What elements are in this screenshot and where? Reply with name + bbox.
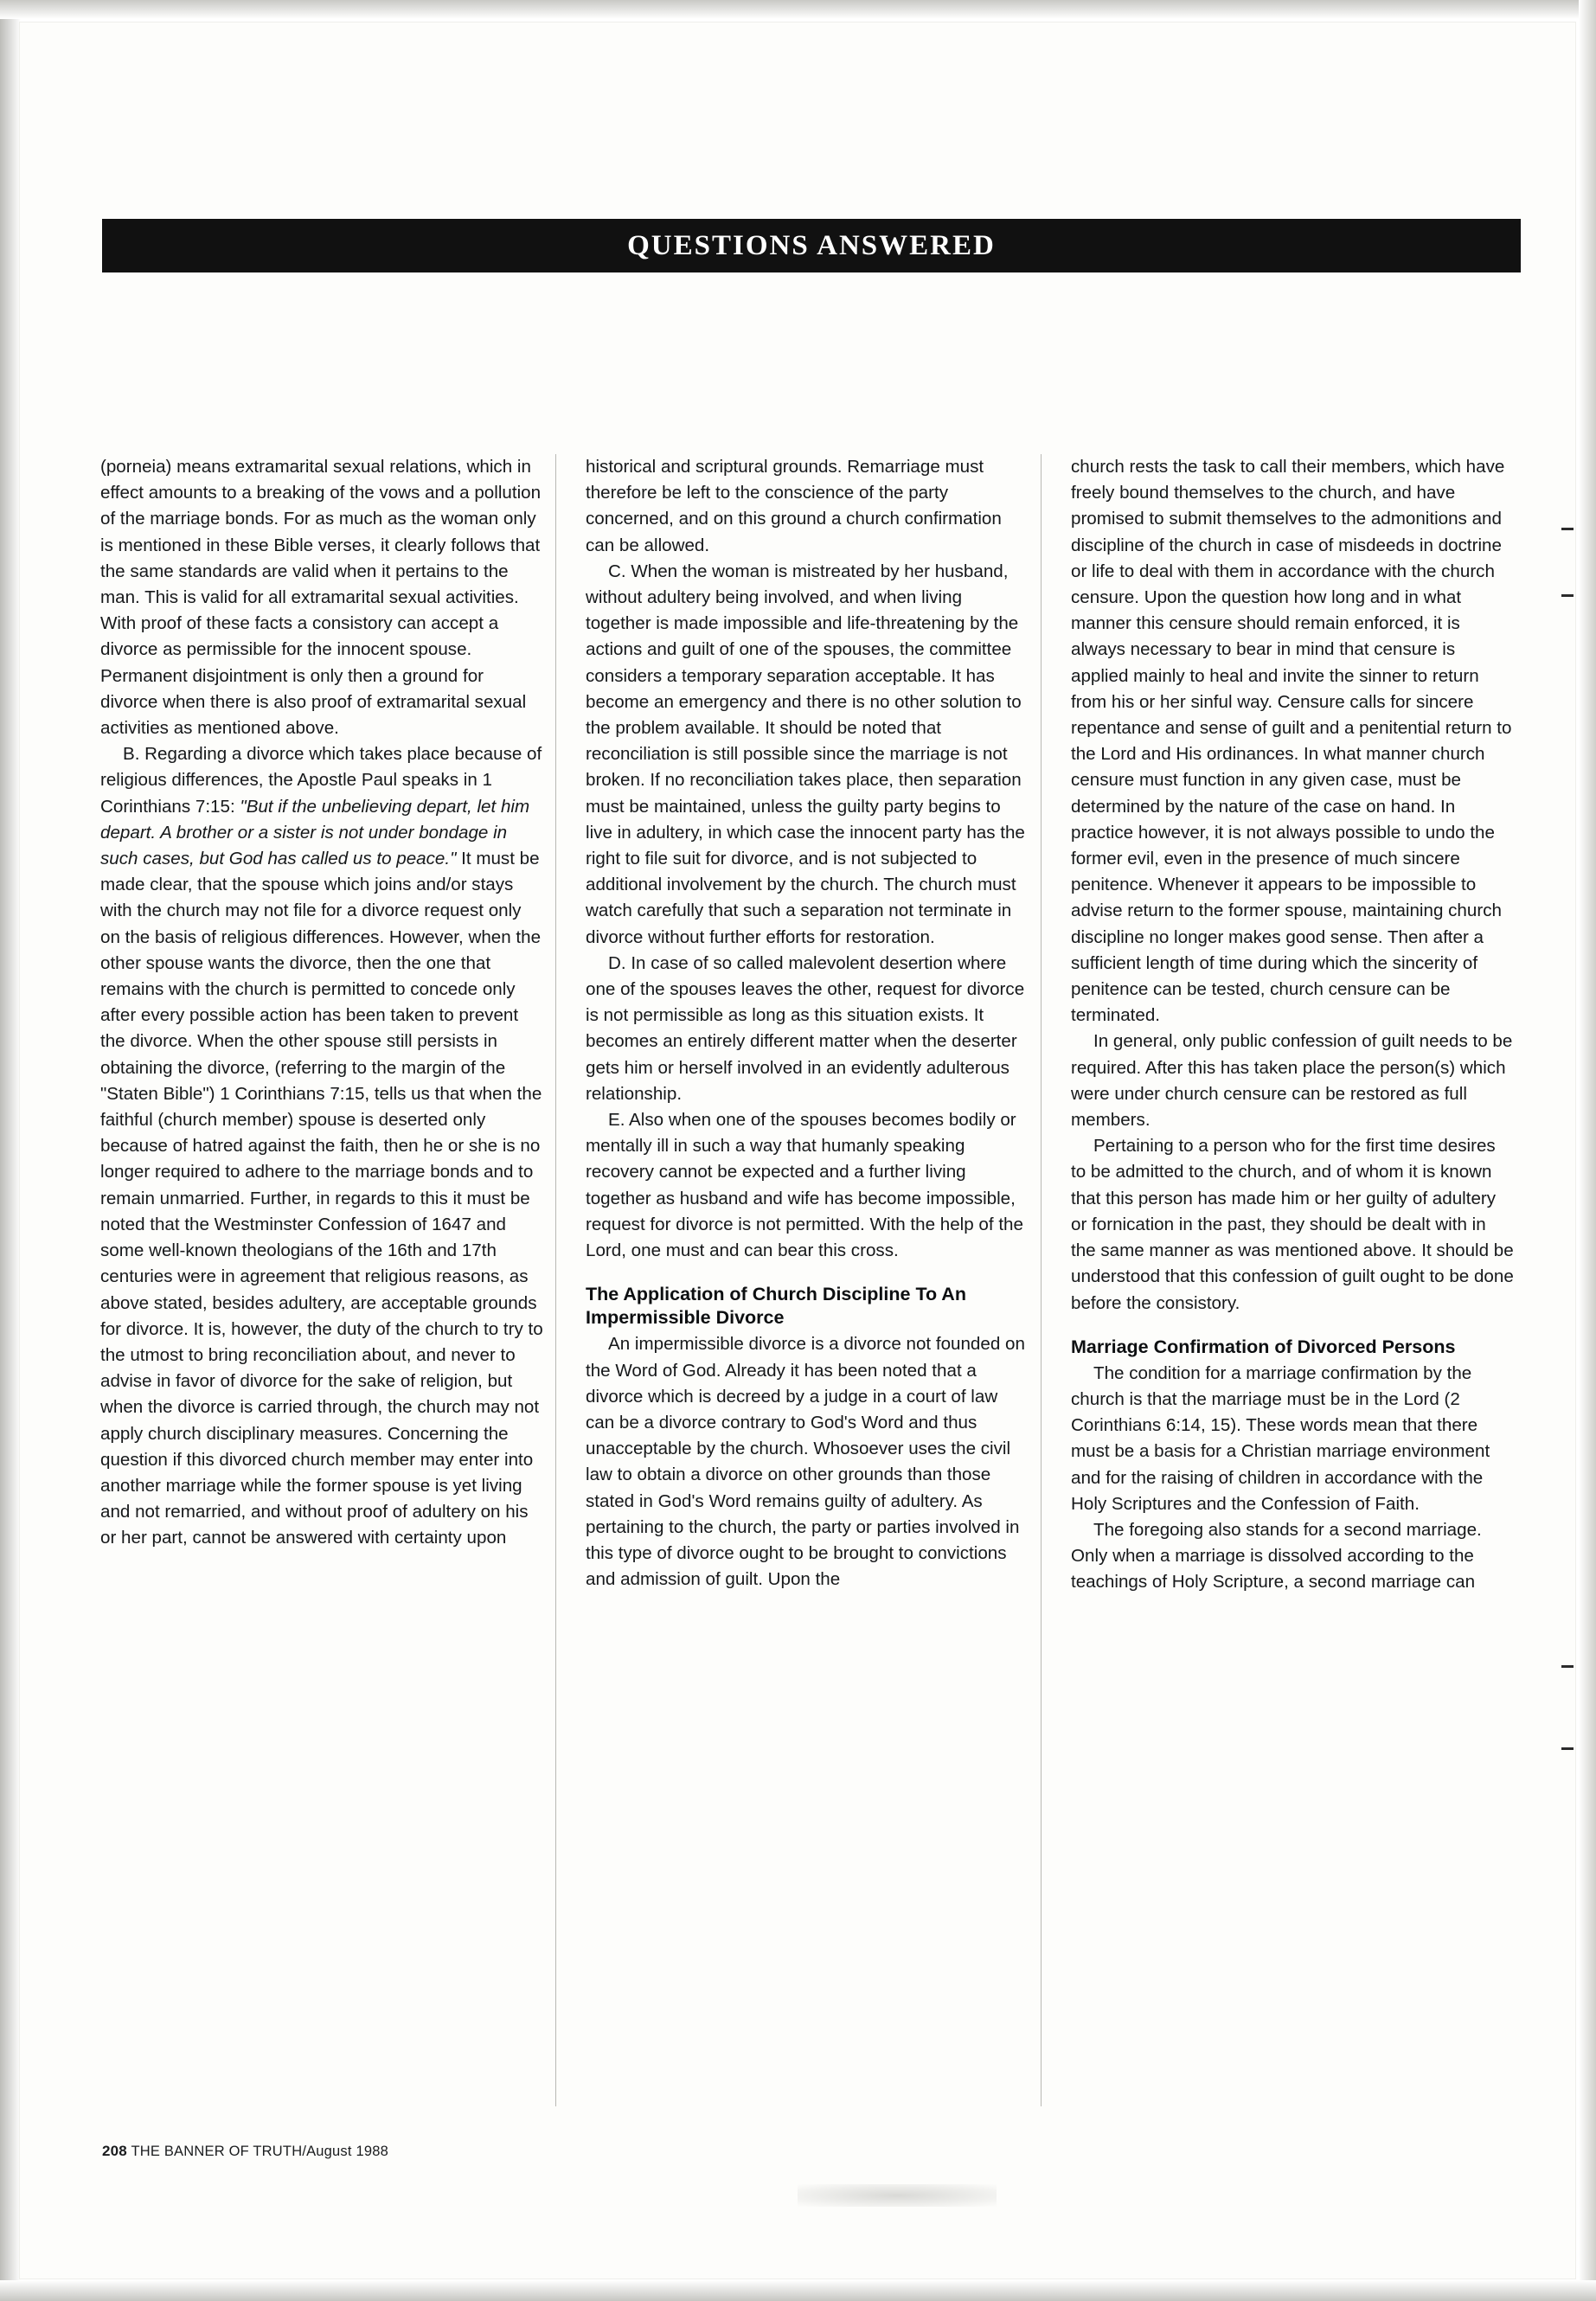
margin-tick-4 <box>1561 1747 1574 1750</box>
section-title: QUESTIONS ANSWERED <box>627 230 996 261</box>
margin-tick-3 <box>1561 1665 1574 1668</box>
page-edge-shadow-bottom <box>0 2280 1596 2301</box>
page-footer <box>102 2143 881 2160</box>
text-column-3 <box>1041 454 1526 2106</box>
body-paragraph: D. In case of so called malevolent desertion where one of the spouses leaves the other, request for divorce is not permissible as long as this situation exists. It becomes an entirely different matter when the deserter gets him or herself involved in an evidently adulterous relationship. <box>586 952 1025 1104</box>
body-paragraph: C. When the woman is mistreated by her husband, without adultery being involved, and when living together is made impossible and life-threatening by the actions and guilt of one of the spouses, the committee considers a temporary separation acceptable. It has become an emergency and there is no other solution to the problem available. It should be noted that reconciliation is still possible since the marriage is not broken. If no reconciliation takes place, then separation must be maintained, unless the guilty party begins to live in adultery, in which case the innocent party has the right to file suit for divorce, and is not subjected to additional involvement by the church. The church must watch carefully that such a separation not terminate in divorce without further efforts for restoration. <box>586 561 1025 947</box>
body-paragraph: An impermissible divorce is a divorce not founded on the Word of God. Already it has been noted that a divorce which is decreed by a judge in a court of law can be a divorce contrary to God's Word and thus unacceptable by the church. Whosoever uses the civil law to obtain a divorce on other grounds than those stated in God's Word remains guilty of adultery. As pertaining to the church, the party or parties involved in this type of divorce ought to be brought to convictions and admission of guilt. Upon the <box>586 1334 1025 1590</box>
body-paragraph: E. Also when one of the spouses becomes bodily or mentally ill in such a way that humanly speaking recovery cannot be expected and a further living together as husband and wife has become impossible, request for divorce is not permitted. With the help of the Lord, one must and can bear this cross. <box>586 1110 1023 1261</box>
article-columns <box>100 454 1528 2106</box>
section-header-banner <box>102 219 1521 272</box>
subsection-heading: The Application of Church Discipline To An Impermissible Divorce <box>586 1284 966 1329</box>
margin-tick-1 <box>1561 528 1574 530</box>
body-paragraph: historical and scriptural grounds. Remarriage must therefore be left to the conscience of the party concerned, and on this ground a church confirmation can be allowed. <box>586 457 1002 555</box>
text-column-2 <box>555 454 1041 2106</box>
scan-artifact <box>798 2184 997 2207</box>
page-content-area <box>19 22 1576 2279</box>
scripture-quote: "But if the unbelieving depart, let him depart. A brother or a sister is not under bondage in such cases, but God has called us to peace." <box>100 796 530 869</box>
page-edge-shadow-left <box>0 0 21 2301</box>
body-paragraph: B. Regarding a divorce which takes place because of religious differences, the Apostle Paul speaks in 1 Corinthians 7:15: "But if the unbelieving depart, let him depart. A brother or a sister is not under bondage in such cases, but God has called us to peace." It must be made clear, that the spouse which joins and/or stays with the church may not file for a divorce request only on the basis of religious differences. However, when the other spouse wants the divorce, then the one that remains with the church is permitted to concede only after every possible action has been taken to prevent the divorce. When the other spouse still persists in obtaining the divorce, (referring to the margin of the "Staten Bible") 1 Corinthians 7:15, tells us that when the faithful (church member) spouse is deserted only because of hatred against the faith, then he or she is no longer required to adhere to the marriage bonds and to remain unmarried. Further, in regards to this it must be noted that the Westminster Confession of 1647 and some well-known theologians of the 16th and 17th centuries were in agreement that religious reasons, as above stated, besides adultery, are acceptable grounds for divorce. It is, however, the duty of the church to try to the utmost to bring reconciliation about, and never to advise in favor of divorce for the sake of religion, but when the divorce is carried through, the church may not apply church disciplinary measures. Concerning the question if this divorced church member may enter into another marriage while the former spouse is yet living and not remarried, and without proof of adultery on his or her part, cannot be answered with certainty upon <box>100 744 543 1548</box>
body-paragraph: (porneia) means extramarital sexual relations, which in effect amounts to a breaking of the vows and a pollution of the marriage bonds. For as much as the woman only is mentioned in these Bible verses, it clearly follows that the same standards are valid when it pertains to the man. This is valid for all extramarital sexual activities. With proof of these facts a consistory can accept a divorce as permissible for the innocent spouse. Permanent disjointment is only then a ground for divorce when there is also proof of extramarital sexual activities as mentioned above. <box>100 457 542 739</box>
margin-tick-2 <box>1561 594 1574 597</box>
body-paragraph: The foregoing also stands for a second marriage. Only when a marriage is dissolved according to the teachings of Holy Scripture, a second marriage can <box>1071 1519 1482 1593</box>
text-column-1 <box>100 454 555 2106</box>
footer-publication: THE BANNER OF TRUTH <box>131 2144 303 2159</box>
footer-page-number: 208 <box>102 2143 127 2159</box>
footer-issue: /August 1988 <box>302 2144 388 2159</box>
body-paragraph: In general, only public confession of guilt needs to be required. After this has taken place the person(s) which were under church censure can be restored as full members. <box>1071 1031 1513 1131</box>
body-paragraph: church rests the task to call their members, which have freely bound themselves to the church, and have promised to submit themselves to the admonitions and discipline of the church in case of misdeeds in doctrine or life to deal with them in accordance with the church censure. Upon the question how long and in what manner this censure should remain enforced, it is always necessary to bear in mind that censure is applied mainly to heal and invite the sinner to return from his or her sinful way. Censure calls for sincere repentance and sense of guilt and a penitential return to the Lord and His ordinances. In what manner church censure must function in any given case, must be determined by the nature of the case on hand. In practice however, it is not always possible to undo the former evil, even in the presence of much sincere penitence. Whenever it appears to be impossible to advise return to the former spouse, maintaining church discipline no longer makes good sense. Then after a sufficient length of time during which the sincerity of penitence can be tested, church censure can be terminated. <box>1071 457 1512 1026</box>
subsection-heading: Marriage Confirmation of Divorced Persons <box>1071 1336 1456 1357</box>
body-paragraph: Pertaining to a person who for the first time desires to be admitted to the church, and of whom it is known that this person has made him or her guilty of adultery or fornication in the past, they should be dealt with in the same manner as was mentioned above. It should be understood that this confession of guilt ought to be done before the consistory. <box>1071 1136 1514 1313</box>
page-edge-shadow-top <box>0 0 1596 19</box>
page-edge-shadow-right <box>1579 0 1596 2301</box>
body-paragraph: The condition for a marriage confirmation by the church is that the marriage must be in the Lord (2 Corinthians 6:14, 15). These words mean that there must be a basis for a Christian marriage environment and for the raising of children in accordance with the Holy Scriptures and the Confession of Faith. <box>1071 1362 1490 1514</box>
